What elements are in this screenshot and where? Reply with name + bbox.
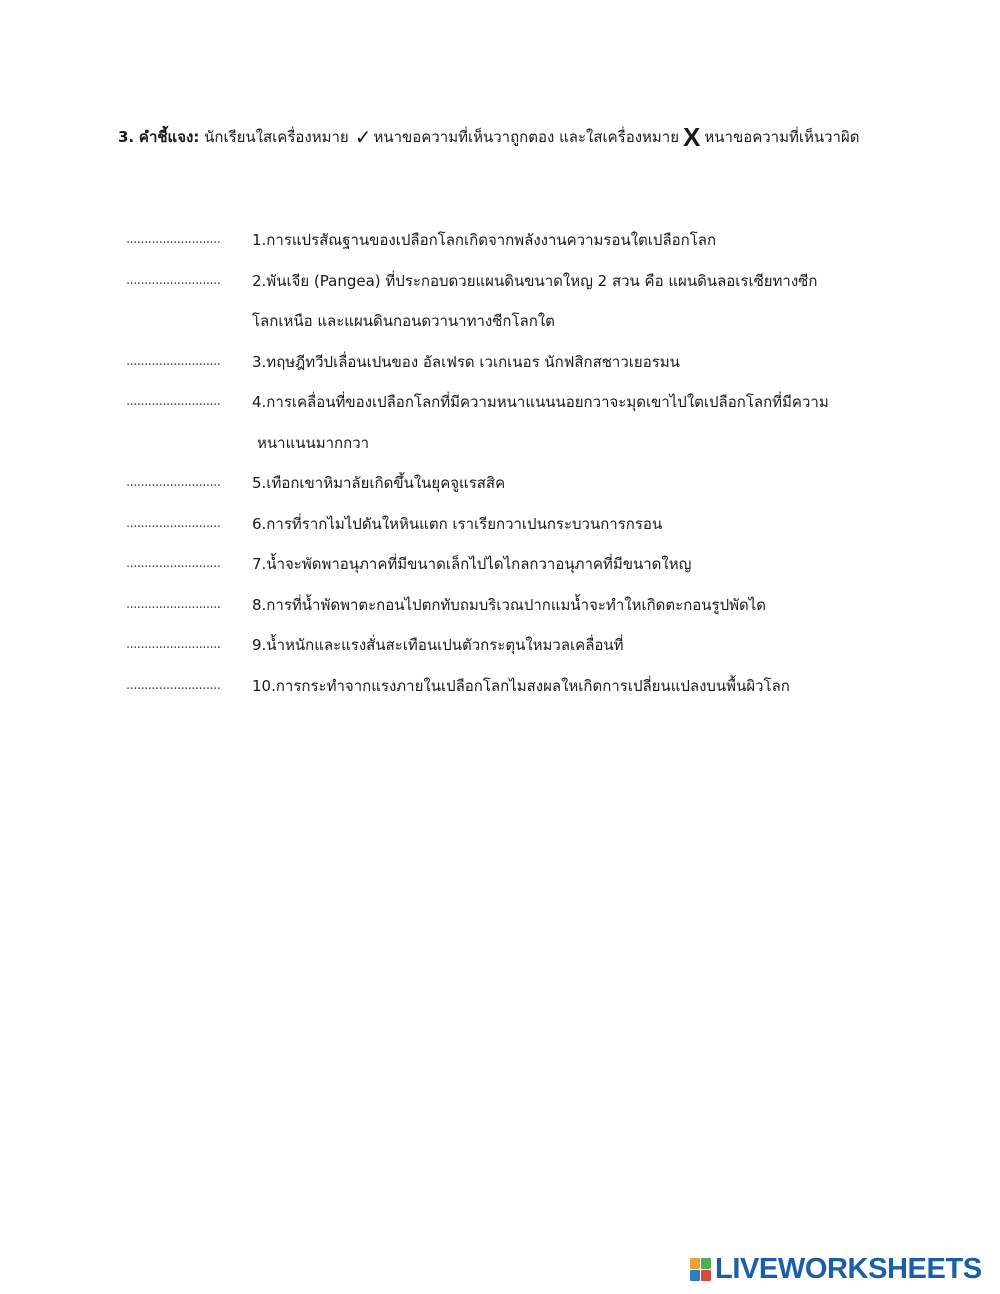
statement-text: [252, 342, 886, 383]
statement-item: [126, 625, 886, 666]
statement-item: [126, 585, 886, 626]
liveworksheets-logo: [690, 1252, 982, 1286]
statement-list: [126, 220, 886, 706]
statement-line: โลกเหนือ และแผนดินกอนดวานาทางซีกโลกใต: [252, 312, 555, 330]
statement-item: [126, 666, 886, 707]
statement-text: [252, 382, 886, 463]
instruction-text-1: นักเรียนใสเครื่องหมาย: [204, 128, 349, 146]
answer-blank[interactable]: ..........................: [126, 272, 221, 288]
answer-blank[interactable]: ..........................: [126, 515, 221, 531]
statement-line: 2.พันเจีย (Pangea) ที่ประกอบดวยแผนดินขนาดใหญ 2 สวน คือ แผนดินลอเรเซียทางซีก: [252, 271, 818, 290]
statement-item: [126, 382, 886, 463]
answer-blank[interactable]: ..........................: [126, 677, 221, 693]
instruction-text-3: หนาขอความที่เห็นวาผิด: [704, 128, 860, 146]
answer-blank[interactable]: ..........................: [126, 394, 221, 409]
statement-line: 4.การเคลื่อนที่ของเปลือกโลกที่มีความหนาแนนนอยกวาจะมุดเขาไปใตเปลือกโลกที่มีความ: [252, 393, 829, 411]
instruction-text-2: หนาขอความที่เห็นวาถูกตอง และใสเครื่องหมาย: [373, 128, 680, 146]
answer-blank[interactable]: ..........................: [126, 637, 221, 652]
logo-square: [701, 1270, 711, 1281]
statement-line: 10.การกระทำจากแรงภายในเปลือกโลกไมสงผลใหเกิดการเปลี่ยนแปลงบนพื้นผิวโลก: [252, 676, 790, 695]
statement-line: 7.น้ำจะพัดพาอนุภาคที่มีขนาดเล็กไปไดไกลกวาอนุภาคที่มีขนาดใหญ: [252, 555, 692, 573]
statement-item: [126, 463, 886, 504]
statement-item: [126, 261, 886, 342]
instruction-heading: คำชี้แจง:: [138, 128, 200, 146]
statement-item: [126, 342, 886, 383]
statement-line: 3.ทฤษฎีทวีปเลื่อนเปนของ อัลเฟรด เวเกเนอร นักฟสิกสชาวเยอรมน: [252, 352, 680, 371]
statement-text: [252, 261, 886, 342]
statement-item: [126, 220, 886, 261]
logo-square: [690, 1258, 700, 1269]
statement-item: [126, 544, 886, 585]
statement-text: [252, 625, 886, 666]
statement-text: [252, 666, 886, 707]
statement-line: 1.การแปรสัณฐานของเปลือกโลกเกิดจากพลังงานความรอนใตเปลือกโลก: [252, 231, 717, 249]
logo-square: [701, 1258, 711, 1269]
statement-text: [252, 463, 886, 504]
statement-item: [126, 504, 886, 545]
answer-blank[interactable]: ..........................: [126, 232, 221, 247]
brand-name: LIVEWORKSHEETS: [715, 1252, 982, 1285]
statement-line: 9.น้ำหนักและแรงสั่นสะเทือนเปนตัวกระตุนใหมวลเคลื่อนที่: [252, 636, 624, 654]
answer-blank[interactable]: ..........................: [126, 596, 221, 612]
logo-mark-icon: [690, 1258, 711, 1281]
instruction-paragraph: [118, 120, 878, 154]
statement-text: [252, 504, 886, 545]
answer-blank[interactable]: ..........................: [126, 475, 221, 490]
check-mark-icon: ✓: [354, 125, 372, 149]
answer-blank[interactable]: ..........................: [126, 556, 221, 571]
statement-text: [252, 220, 886, 261]
x-mark-icon: X: [683, 122, 701, 152]
instruction-number: 3.: [118, 128, 135, 146]
statement-line: 6.การที่รากไมไปดันใหหินแตก เราเรียกวาเปนกระบวนการกรอน: [252, 514, 663, 533]
statement-text: [252, 585, 886, 626]
statement-line: 8.การที่น้ำพัดพาตะกอนไปตกทับถมบริเวณปากแมน้ำจะทำใหเกิดตะกอนรูปพัดได: [252, 595, 767, 614]
statement-text: [252, 544, 886, 585]
answer-blank[interactable]: ..........................: [126, 353, 221, 369]
statement-line: 5.เทือกเขาหิมาลัยเกิดขึ้นในยุคจูแรสสิค: [252, 474, 506, 492]
statement-line: หนาแนนมากกวา: [257, 433, 370, 452]
logo-square: [690, 1270, 700, 1281]
